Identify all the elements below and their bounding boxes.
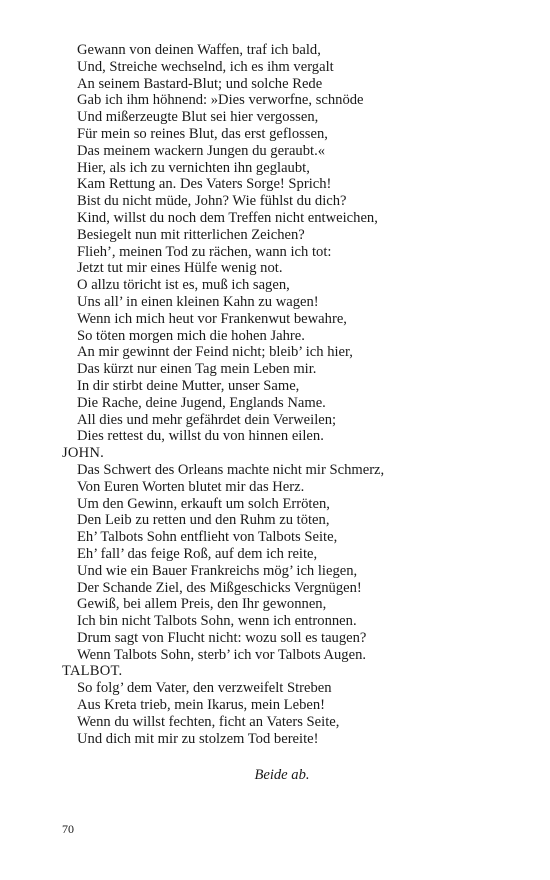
verse-line: Das kürzt nur einen Tag mein Leben mir. bbox=[77, 361, 317, 378]
verse-line: Drum sagt von Flucht nicht: wozu soll es taugen? bbox=[77, 629, 367, 646]
speaker-john: JOHN. bbox=[62, 445, 104, 462]
verse-line: Kam Rettung an. Des Vaters Sorge! Sprich! bbox=[77, 176, 332, 193]
verse-line: Um den Gewinn, erkauft um solch Erröten, bbox=[77, 495, 330, 512]
verse-line: An seinem Bastard-Blut; und solche Rede bbox=[77, 75, 323, 92]
verse-line: Der Schande Ziel, des Mißgeschicks Vergnügen! bbox=[77, 579, 362, 596]
john-speech bbox=[62, 462, 502, 664]
verse-line: So töten morgen mich die hohen Jahre. bbox=[77, 327, 305, 344]
verse-line: So folg’ dem Vater, den verzweifelt Streben bbox=[77, 680, 332, 697]
talbot-reply bbox=[62, 680, 502, 747]
verse-line: Das Schwert des Orleans machte nicht mir Schmerz, bbox=[77, 461, 385, 478]
verse-line: O allzu töricht ist es, muß ich sagen, bbox=[77, 277, 290, 294]
verse-line: Dies rettest du, willst du von hinnen eilen. bbox=[77, 428, 324, 445]
verse-line: Ich bin nicht Talbots Sohn, wenn ich entronnen. bbox=[77, 613, 357, 630]
verse-line: Den Leib zu retten und den Ruhm zu töten, bbox=[77, 512, 330, 529]
verse-line: An mir gewinnt der Feind nicht; bleib’ ich hier, bbox=[77, 344, 353, 361]
verse-line: Die Rache, deine Jugend, Englands Name. bbox=[77, 394, 326, 411]
verse-line: Bist du nicht müde, John? Wie fühlst du dich? bbox=[77, 193, 347, 210]
verse-line: Und dich mit mir zu stolzem Tod bereite! bbox=[77, 730, 319, 747]
verse-line: Hier, als ich zu vernichten ihn geglaubt, bbox=[77, 159, 310, 176]
verse-line: Besiegelt nun mit ritterlichen Zeichen? bbox=[77, 226, 305, 243]
stage-direction: Beide ab. bbox=[254, 767, 310, 784]
verse-line: Wenn du willst fechten, ficht an Vaters Seite, bbox=[77, 713, 340, 730]
verse-line: Und wie ein Bauer Frankreichs mög’ ich liegen, bbox=[77, 562, 358, 579]
verse-line: Aus Kreta trieb, mein Ikarus, mein Leben! bbox=[77, 697, 326, 714]
page-number: 70 bbox=[62, 822, 74, 836]
verse-line: Jetzt tut mir eines Hülfe wenig not. bbox=[77, 260, 283, 277]
talbot-speech bbox=[62, 42, 502, 445]
verse-line: Wenn ich mich heut vor Frankenwut bewahre, bbox=[77, 310, 347, 327]
verse-line: Flieh’, meinen Tod zu rächen, wann ich tot: bbox=[77, 243, 332, 260]
verse-line: Gewann von deinen Waffen, traf ich bald, bbox=[77, 42, 321, 58]
verse-line: In dir stirbt deine Mutter, unser Same, bbox=[77, 377, 300, 394]
verse-text bbox=[62, 42, 502, 784]
verse-line: Gab ich ihm höhnend: »Dies verworfne, schnöde bbox=[77, 92, 364, 109]
verse-line: Wenn Talbots Sohn, sterb’ ich vor Talbots Augen. bbox=[77, 646, 367, 663]
verse-line: Und mißerzeugte Blut sei hier vergossen, bbox=[77, 109, 319, 126]
verse-line: Eh’ Talbots Sohn entflieht von Talbots Seite, bbox=[77, 529, 338, 546]
verse-line: Und, Streiche wechselnd, ich es ihm vergalt bbox=[77, 58, 334, 75]
verse-line: Uns all’ in einen kleinen Kahn zu wagen! bbox=[77, 293, 319, 310]
verse-line: Kind, willst du noch dem Treffen nicht entweichen, bbox=[77, 209, 378, 226]
verse-line: Gewiß, bei allem Preis, den Ihr gewonnen, bbox=[77, 596, 327, 613]
verse-line: Eh’ fall’ das feige Roß, auf dem ich reite, bbox=[77, 545, 318, 562]
verse-line: Für mein so reines Blut, das erst geflossen, bbox=[77, 125, 328, 142]
verse-line: Das meinem wackern Jungen du geraubt.« bbox=[77, 142, 326, 159]
speaker-talbot: TALBOT. bbox=[62, 663, 123, 680]
verse-line: All dies und mehr gefährdet dein Verweilen; bbox=[77, 411, 337, 428]
verse-line: Von Euren Worten blutet mir das Herz. bbox=[77, 478, 305, 495]
